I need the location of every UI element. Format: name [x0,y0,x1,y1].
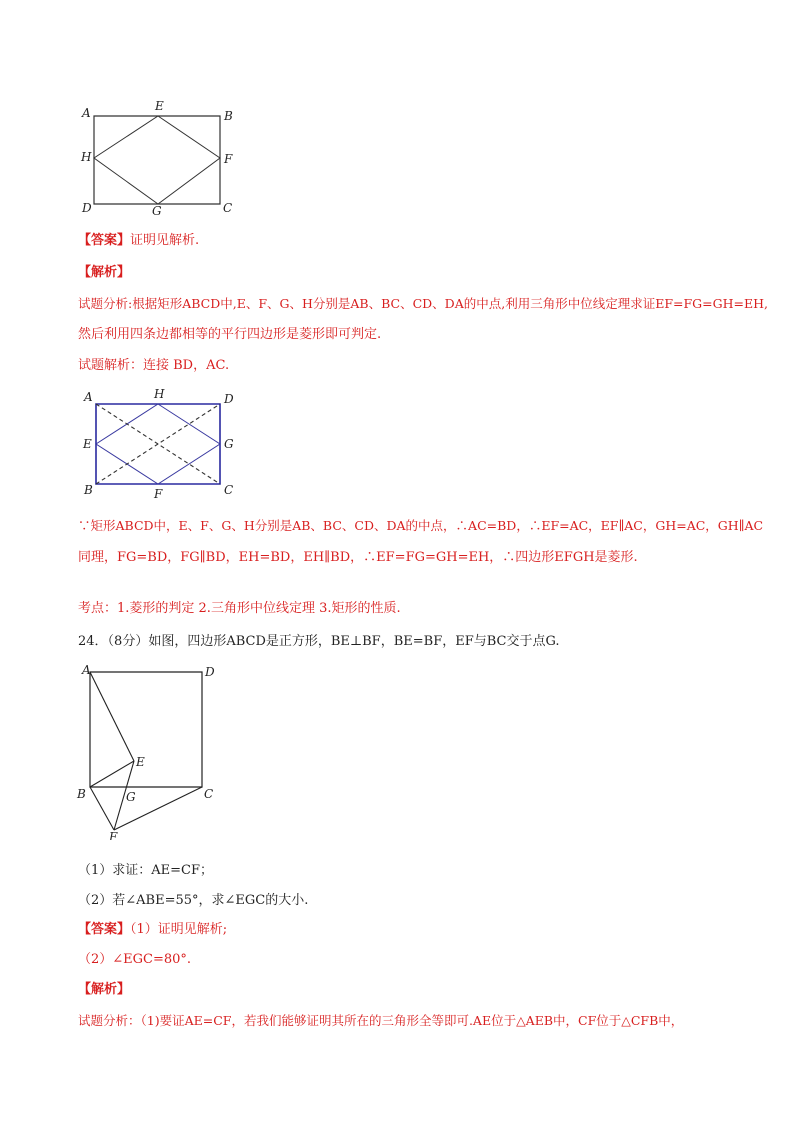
label-e: E [83,437,92,451]
label-a: A [82,106,91,120]
analysis-23-line1: 试题分析:根据矩形ABCD中,E、F、G、H分别是AB、BC、CD、DA的中点,利用三角形中位线定理求证EF=FG=GH=EH, [78,296,768,311]
analysis-24-line1: 试题分析：（1)要证AE=CF，若我们能够证明其所在的三角形全等即可.AE位于△AEB中，CF位于△CFB中， [78,1013,684,1028]
label-f: F [109,830,118,840]
label-d: D [82,201,92,215]
analysis-24-tag [78,981,130,999]
analysis-tag: 【解析】 [78,265,131,280]
problem-24-q2: （2）若∠ABE=55°，求∠EGC的大小. [78,893,309,908]
answer-tag: 【答案】 [78,922,131,937]
segment-ae [90,672,134,761]
figure-rectangle-diagonals [78,386,248,502]
proof-23-line2: 同理，FG=BD，FG∥BD，EH=BD，EH∥BD，∴EF=FG=GH=EH，∴四边形EFGH是菱形. [78,550,638,565]
answer-24-a1: （1）证明见解析; [130,922,228,937]
label-c: C [223,201,233,215]
label-f: F [224,152,233,166]
label-f: F [154,487,163,501]
label-e: E [155,99,164,113]
segment-bf [90,787,114,830]
analysis-tag: 【解析】 [78,982,131,997]
label-d: D [205,665,215,679]
label-a: A [84,390,93,404]
figure-rectangle-rhombus [76,98,246,220]
label-e: E [136,755,145,769]
figure-square [76,660,226,840]
kaodian-23: 考点：1.菱形的判定 2.三角形中位线定理 3.矩形的性质. [78,601,401,616]
answer-24 [78,921,227,939]
answer-23 [78,232,199,250]
answer-text: 证明见解析. [130,233,200,248]
analysis-23-line2: 然后利用四条边都相等的平行四边形是菱形即可判定. [78,327,382,342]
rectangle-abcd [94,116,220,204]
label-a: A [82,663,91,677]
proof-23-line1: ∵矩形ABCD中，E、F、G、H分别是AB、BC、CD、DA的中点，∴AC=BD，∴EF=AC，EF∥AC，GH=AC，GH∥AC [78,518,764,533]
label-g: G [126,790,136,804]
answer-24-a2: （2）∠EGC=80°. [78,952,192,967]
label-h: H [81,150,92,164]
square-abcd [90,672,202,787]
problem-24-q1: （1）求证：AE=CF； [78,863,214,878]
label-g: G [224,437,234,451]
problem-24-stem: 24．（8分）如图，四边形ABCD是正方形，BE⊥BF，BE=BF，EF与BC交于点G. [78,634,560,649]
label-d: D [224,392,234,406]
label-c: C [204,787,214,801]
label-b: B [77,787,86,801]
label-g: G [152,204,162,218]
figure-square-svg [76,660,226,840]
figure-rectangle-diagonals-svg [78,386,248,502]
analysis-23-tag [78,264,130,282]
answer-tag: 【答案】 [78,233,131,248]
analysis-23-line3: 试题解析：连接 BD，AC. [78,358,230,373]
label-c: C [224,483,234,497]
rhombus-efgh [94,116,220,204]
label-h: H [154,387,165,401]
figure-rectangle-rhombus-svg [76,98,246,220]
label-b: B [224,109,233,123]
label-b: B [84,483,93,497]
